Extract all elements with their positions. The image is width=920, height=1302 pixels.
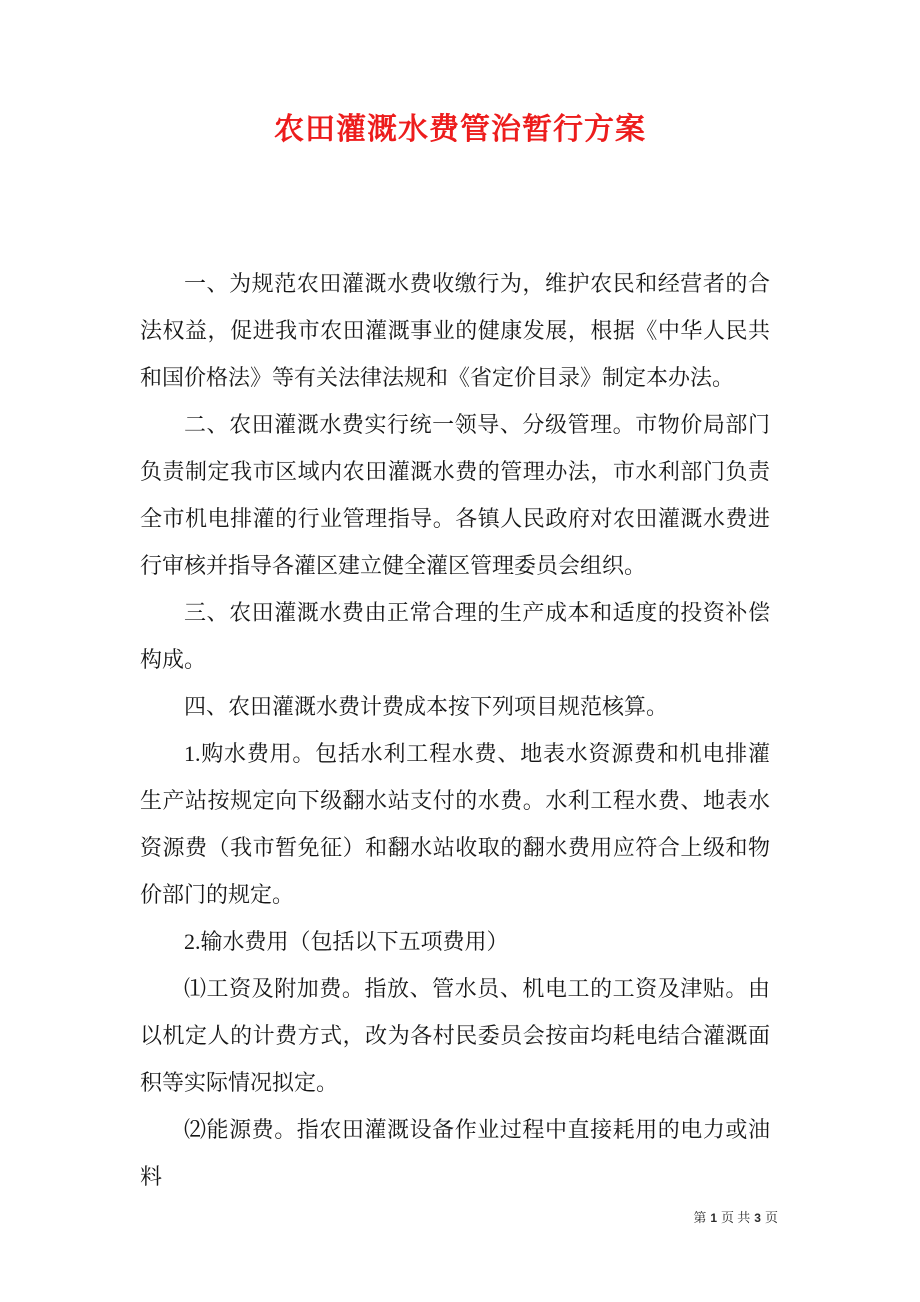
footer-label-suffix: 页	[764, 1210, 778, 1225]
footer-label-prefix: 第	[693, 1210, 707, 1225]
paragraph-8: ⑵能源费。指农田灌溉设备作业过程中直接耗用的电力或油料	[140, 1117, 770, 1189]
document-title: 农田灌溉水费管治暂行方案	[274, 113, 646, 146]
paragraph-3: 三、农田灌溉水费由正常合理的生产成本和适度的投资补偿构成。	[140, 600, 770, 672]
paragraph-4: 四、农田灌溉水费计费成本按下列项目规范核算。	[184, 694, 669, 719]
paragraph-5: 1.购水费用。包括水利工程水费、地表水资源费和机电排灌生产站按规定向下级翻水站支付的水费。水利工程水费、地表水资源费（我市暂免征）和翻水站收取的翻水费用应符合上级和物价部门的规定。	[140, 741, 770, 907]
total-page-count: 3	[754, 1211, 761, 1225]
paragraph-6: 2.输水费用（包括以下五项费用）	[184, 929, 509, 954]
current-page-number: 1	[710, 1211, 718, 1225]
paragraph-2: 二、农田灌溉水费实行统一领导、分级管理。市物价局部门负责制定我市区域内农田灌溉水费的管理办法，市水利部门负责全市机电排灌的行业管理指导。各镇人民政府对农田灌溉水费进行审核并指导各灌区建立健全灌区管理委员会组织。	[140, 412, 770, 578]
footer-label-middle: 页 共	[721, 1210, 751, 1225]
document-body	[140, 260, 770, 1200]
paragraph-7: ⑴工资及附加费。指放、管水员、机电工的工资及津贴。由以机定人的计费方式，改为各村民委员会按亩均耗电结合灌溉面积等实际情况拟定。	[140, 976, 770, 1095]
paragraph-1: 一、为规范农田灌溉水费收缴行为，维护农民和经营者的合法权益，促进我市农田灌溉事业的健康发展，根据《中华人民共和国价格法》等有关法律法规和《省定价目录》制定本办法。	[140, 271, 770, 390]
page-number-indicator	[691, 1210, 780, 1226]
